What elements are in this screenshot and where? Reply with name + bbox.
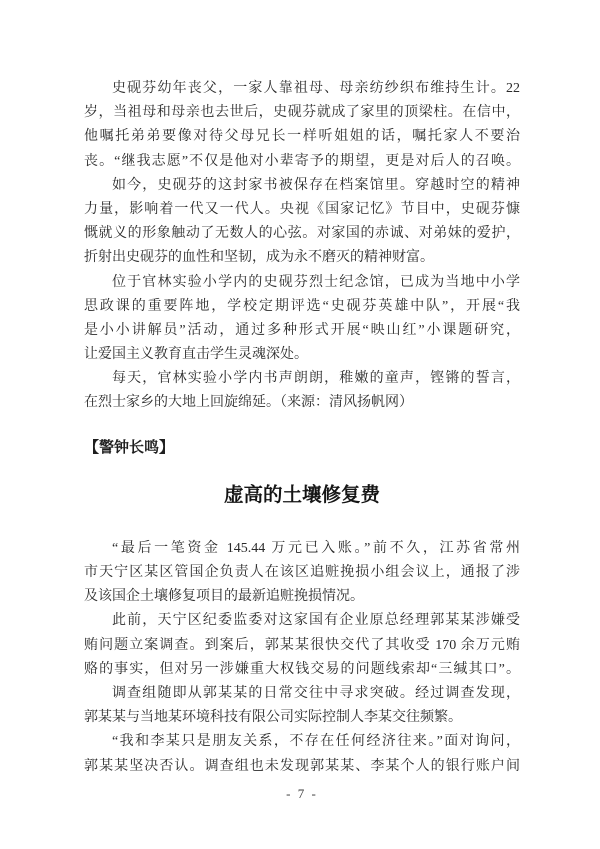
text-line: 岁，当祖母和母亲也去世后，史砚芬就成了家里的顶梁柱。在信中， [84,105,520,121]
text-line: “最后一笔资金 145.44 万元已入账。”前不久，江苏省常州 [112,540,520,556]
text-line: 郭某某与当地某环境科技有限公司实际控制人李某交往频繁。 [84,710,462,726]
article-title: 虚高的土壤修复费 [223,484,380,506]
paragraph [84,367,520,415]
page-content [84,77,520,779]
page-number: - 7 - [286,786,318,801]
text-line: 力量，影响着一代又一代人。央视《国家记忆》节目中，史砚芬慷 [84,201,520,217]
section-header: 【警钟长鸣】 [84,439,175,456]
text-line: 让爱国主义教育直击学生灵魂深处。 [84,347,308,363]
paragraph [84,609,520,682]
text-line: 思政课的重要阵地，学校定期评选“史砚芬英雄中队”，开展“我 [84,298,520,314]
text-line: “我和李某只是朋友关系，不存在任何经济往来。”面对询问， [112,734,520,750]
paragraph [84,174,520,271]
text-line: 折射出史砚芬的血性和坚韧，成为永不磨灭的精神财富。 [84,250,434,266]
text-line: 及该国企土壤修复项目的最新追赃挽损情况。 [84,589,364,605]
text-line: 如今，史砚芬的这封家书被保存在档案馆里。穿越时空的精神 [112,177,520,193]
paragraph [84,77,520,174]
text-line: 郭某某坚决否认。调查组也未发现郭某某、李某个人的银行账户间 [84,758,520,774]
text-line: 他嘱托弟弟要像对待父母兄长一样听姐姐的话，嘱托家人不要治 [84,129,520,145]
text-line: 位于官林实验小学内的史砚芬烈士纪念馆，已成为当地中小学 [112,274,520,290]
text-line: 赂的事实，但对另一涉嫌重大权钱交易的问题线索却“三缄其口”。 [84,661,520,677]
text-line: 史砚芬幼年丧父，一家人靠祖母、母亲纺纱织布维持生计。22 [112,81,520,96]
text-line: 此前，天宁区纪委监委对这家国有企业原总经理郭某某涉嫌受 [112,613,520,629]
text-line: 是小小讲解员”活动，通过多种形式开展“映山红”小课题研究， [84,322,520,338]
text-line: 丧。“继我志愿”不仅是他对小辈寄予的期望，更是对后人的召唤。 [84,153,520,169]
text-line: 市天宁区某区管国企负责人在该区追赃挽损小组会议上，通报了涉 [84,565,520,581]
paragraph [84,537,520,610]
text-line: 贿问题立案调查。到案后，郭某某很快交代了其收受 170 余万元贿 [84,637,520,653]
paragraph [84,271,520,368]
text-line: 在烈士家乡的大地上回旋绵延。（来源：清风扬帆网） [84,395,413,411]
text-line: 调查组随即从郭某某的日常交往中寻求突破。经过调查发现， [112,685,520,701]
paragraph [84,682,520,730]
text-line: 慨就义的形象触动了无数人的心弦。对家国的赤诚、对弟妹的爱护， [84,226,520,242]
paragraph [84,730,520,778]
text-line: 每天，官林实验小学内书声朗朗，稚嫩的童声，铿锵的誓言， [112,371,520,387]
